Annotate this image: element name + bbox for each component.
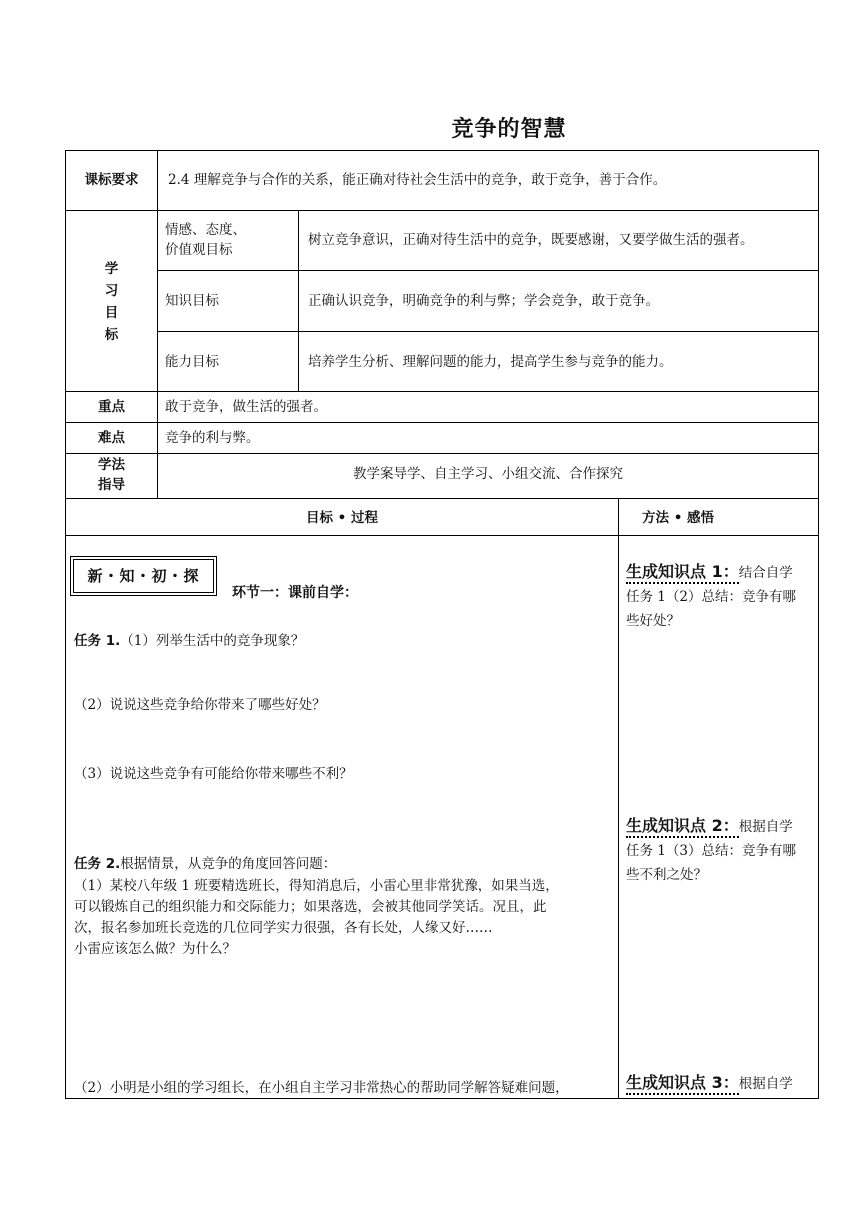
goal-text-ability: 培养学生分析、理解问题的能力，提高学生参与竞争的能力。 bbox=[308, 354, 673, 370]
knowledge-point-1: 生成知识点 1：结合自学 任务 1（2）总结：竞争有哪 些好处？ bbox=[626, 562, 796, 629]
task1-q3: （3）说说这些竞争有可能给你带来哪些不利？ bbox=[74, 766, 353, 782]
method-label: 学法 指导 bbox=[98, 457, 125, 493]
knowledge-point-3: 生成知识点 3：根据自学 bbox=[626, 1071, 816, 1096]
goal-label-ability: 能力目标 bbox=[165, 354, 219, 370]
page-title: 竞争的智慧 bbox=[451, 117, 567, 142]
key-text: 敢于竞争，做生活的强者。 bbox=[165, 399, 327, 415]
task1-q1: 任务 1.（1）列举生活中的竞争现象？ bbox=[74, 633, 305, 649]
method-text: 教学案导学、自主学习、小组交流、合作探究 bbox=[353, 466, 623, 482]
goals-label: 学 习 目 标 bbox=[104, 261, 119, 343]
key-label: 重点 bbox=[98, 399, 125, 415]
difficult-text: 竞争的利与弊。 bbox=[165, 430, 260, 446]
standard-label: 课标要求 bbox=[84, 172, 139, 188]
goal-text-emotion: 树立竞争意识，正确对待生活中的竞争，既要感谢，又要学做生活的强者。 bbox=[308, 232, 754, 248]
knowledge-point-2: 生成知识点 2：根据自学 任务 1（3）总结：竞争有哪 些不利之处？ bbox=[626, 816, 796, 883]
standard-text: 2.4 理解竞争与合作的关系，能正确对待社会生活中的竞争，敢于竞争，善于合作。 bbox=[168, 172, 667, 188]
task2-intro: 任务 2.根据情景，从竞争的角度回答问题： bbox=[74, 856, 337, 872]
col-header-method: 方法 • 感悟 bbox=[642, 510, 715, 526]
task1-q2: （2）说说这些竞争给你带来了哪些好处？ bbox=[74, 697, 326, 713]
task2-scenario-1: （1）某校八年级 1 班要精选班长，得知消息后，小雷心里非常犹豫，如果当选， 可以锻炼自己的组织能力和交际能力；如果落选，会被其他同学笑话。况且，此 次，报名参加班长竞选的几位同学实力很强，各有长处，人缘又好…… 小雷应该怎么做？为什么？ bbox=[74, 878, 559, 957]
goal-label-emotion: 情感、态度、 价值观目标 bbox=[165, 222, 246, 258]
col-header-process: 目标 • 过程 bbox=[305, 510, 379, 526]
difficult-label: 难点 bbox=[98, 430, 125, 446]
section-heading: 环节一：课前自学： bbox=[232, 585, 358, 601]
new-knowledge-badge: 新・知・初・探 bbox=[73, 559, 214, 593]
goal-label-knowledge: 知识目标 bbox=[165, 293, 219, 309]
goal-text-knowledge: 正确认识竞争，明确竞争的利与弊；学会竞争，敢于竞争。 bbox=[308, 293, 659, 309]
task2-scenario-2: （2）小明是小组的学习组长，在小组自主学习非常热心的帮助同学解答疑难问题， bbox=[74, 1080, 569, 1096]
